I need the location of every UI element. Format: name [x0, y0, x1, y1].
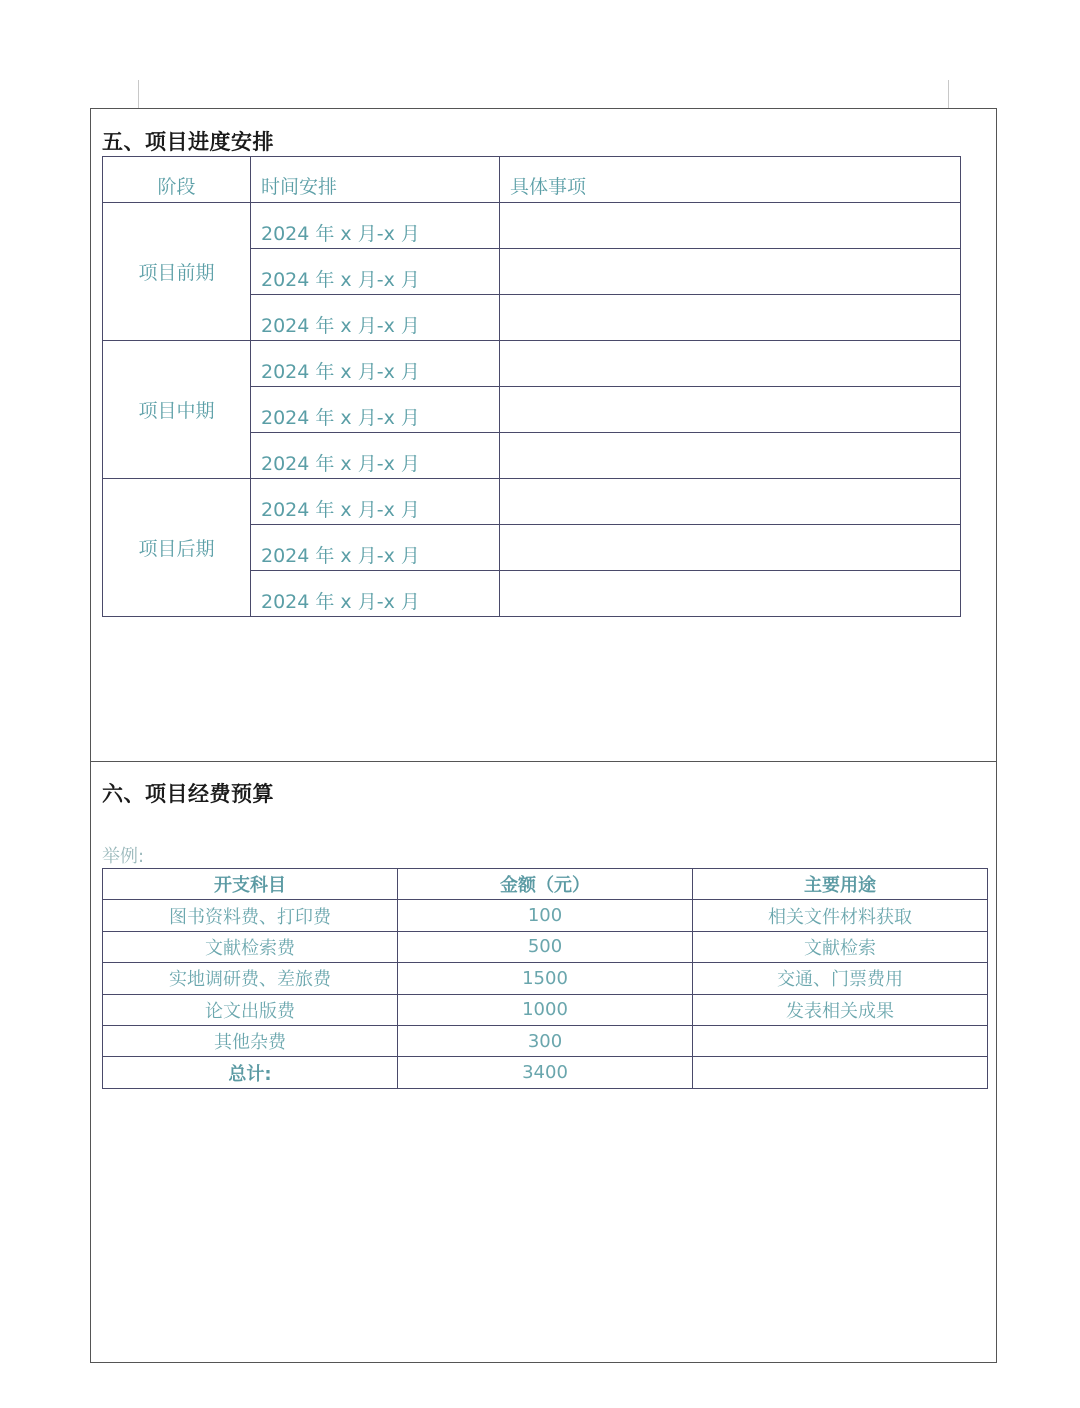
table-row [103, 900, 988, 931]
time-cell: 2024 年 x 月-x 月 [251, 249, 500, 295]
items-cell[interactable] [500, 341, 961, 387]
time-cell: 2024 年 x 月-x 月 [251, 479, 500, 525]
schedule-heading: 五、项目进度安排 [102, 130, 274, 154]
total-amount: 3400 [398, 1057, 693, 1088]
time-cell: 2024 年 x 月-x 月 [251, 203, 500, 249]
table-row [103, 341, 961, 387]
section-divider [91, 761, 996, 762]
items-cell[interactable] [500, 479, 961, 525]
items-cell[interactable] [500, 249, 961, 295]
table-row [103, 994, 988, 1025]
category-cell: 图书资料费、打印费 [103, 900, 398, 931]
crop-mark-right [948, 80, 949, 108]
budget-heading: 六、项目经费预算 [102, 782, 274, 806]
table-row [103, 479, 961, 525]
items-cell[interactable] [500, 203, 961, 249]
table-row [103, 1025, 988, 1056]
form-frame [90, 108, 997, 1363]
header-items: 具体事项 [500, 157, 961, 203]
items-cell[interactable] [500, 433, 961, 479]
amount-cell: 100 [398, 900, 693, 931]
header-amount: 金额（元） [398, 869, 693, 900]
category-cell: 论文出版费 [103, 994, 398, 1025]
amount-cell: 1500 [398, 963, 693, 994]
amount-cell: 300 [398, 1025, 693, 1056]
time-cell: 2024 年 x 月-x 月 [251, 525, 500, 571]
amount-cell: 1000 [398, 994, 693, 1025]
table-row [103, 931, 988, 962]
header-time: 时间安排 [251, 157, 500, 203]
total-label: 总计: [103, 1057, 398, 1088]
budget-table [102, 868, 988, 1089]
header-purpose: 主要用途 [693, 869, 988, 900]
items-cell[interactable] [500, 525, 961, 571]
purpose-cell: 相关文件材料获取 [693, 900, 988, 931]
category-cell: 其他杂费 [103, 1025, 398, 1056]
header-category: 开支科目 [103, 869, 398, 900]
stage-late: 项目后期 [103, 479, 251, 617]
time-cell: 2024 年 x 月-x 月 [251, 295, 500, 341]
purpose-cell: 发表相关成果 [693, 994, 988, 1025]
table-row [103, 203, 961, 249]
example-label: 举例: [102, 846, 145, 867]
budget-header-row [103, 869, 988, 900]
amount-cell: 500 [398, 931, 693, 962]
items-cell[interactable] [500, 295, 961, 341]
items-cell[interactable] [500, 571, 961, 617]
time-cell: 2024 年 x 月-x 月 [251, 387, 500, 433]
purpose-cell: 交通、门票费用 [693, 963, 988, 994]
crop-mark-left [138, 80, 139, 108]
table-row [103, 963, 988, 994]
header-stage: 阶段 [103, 157, 251, 203]
total-row [103, 1057, 988, 1088]
purpose-cell: 文献检索 [693, 931, 988, 962]
purpose-cell[interactable] [693, 1025, 988, 1056]
schedule-table [102, 156, 961, 617]
stage-middle: 项目中期 [103, 341, 251, 479]
schedule-header-row [103, 157, 961, 203]
time-cell: 2024 年 x 月-x 月 [251, 433, 500, 479]
time-cell: 2024 年 x 月-x 月 [251, 341, 500, 387]
category-cell: 实地调研费、差旅费 [103, 963, 398, 994]
category-cell: 文献检索费 [103, 931, 398, 962]
stage-early: 项目前期 [103, 203, 251, 341]
total-purpose[interactable] [693, 1057, 988, 1088]
items-cell[interactable] [500, 387, 961, 433]
time-cell: 2024 年 x 月-x 月 [251, 571, 500, 617]
